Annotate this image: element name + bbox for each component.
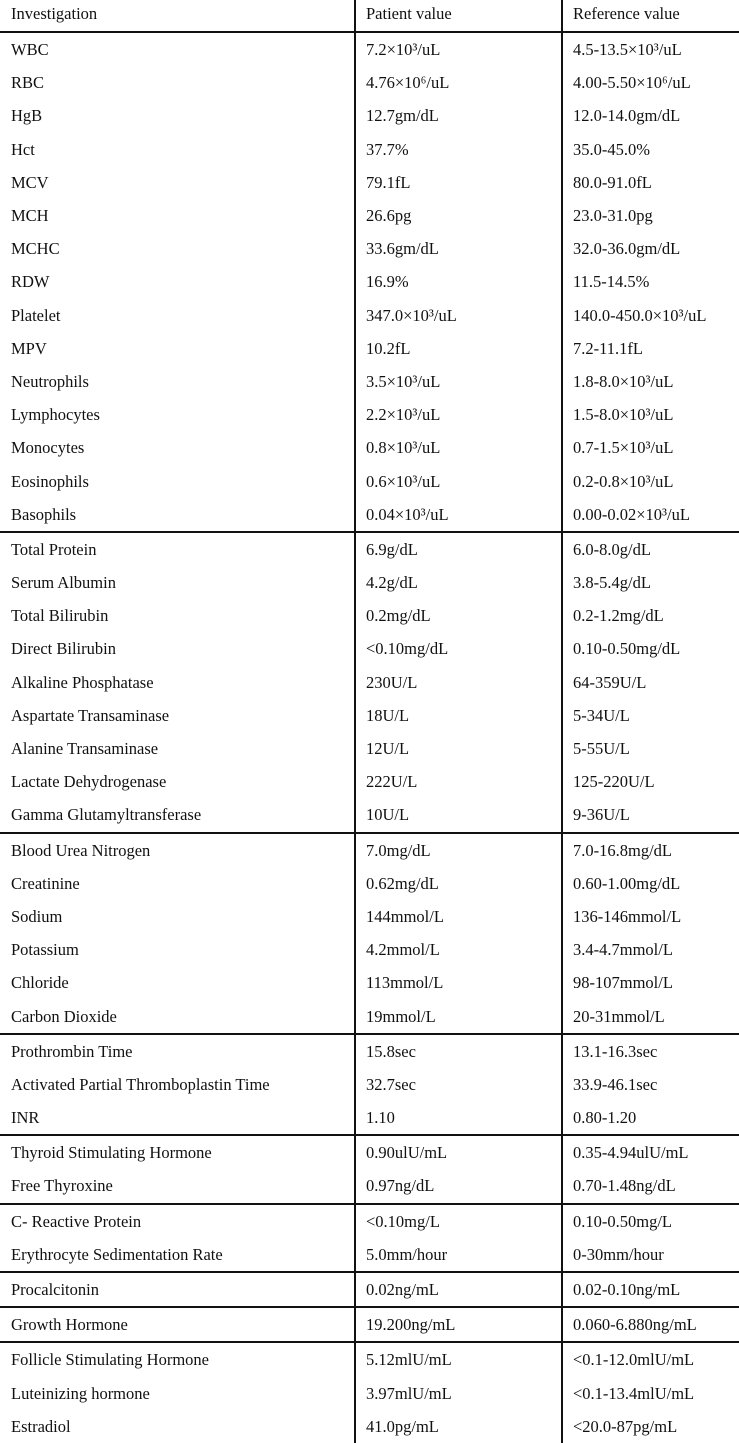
patient-value-cell: <0.10mg/L (355, 1204, 562, 1238)
reference-value-cell: 0.060-6.880ng/mL (562, 1307, 739, 1342)
reference-value-cell: 23.0-31.0pg (562, 199, 739, 232)
table-row (0, 365, 739, 398)
patient-value-cell: 144mmol/L (355, 900, 562, 933)
table-row (0, 99, 739, 132)
investigation-cell: Creatinine (11, 873, 80, 893)
patient-value-cell: 2.2×10³/uL (355, 398, 562, 431)
patient-value-cell: 5.0mm/hour (355, 1238, 562, 1272)
reference-value-cell: 32.0-36.0gm/dL (562, 232, 739, 265)
investigation-cell: Activated Partial Thromboplastin Time (11, 1074, 270, 1094)
investigation-cell: Carbon Dioxide (11, 1006, 117, 1026)
reference-value-cell: 1.8-8.0×10³/uL (562, 365, 739, 398)
reference-value-cell: 136-146mmol/L (562, 900, 739, 933)
reference-value-cell: 20-31mmol/L (562, 999, 739, 1033)
patient-value-cell: 0.62mg/dL (355, 867, 562, 900)
table-row (0, 1169, 739, 1203)
investigation-cell: Free Thyroxine (11, 1176, 113, 1196)
patient-value-cell: 3.5×10³/uL (355, 365, 562, 398)
table-body (0, 32, 739, 1443)
patient-value-cell: 26.6pg (355, 199, 562, 232)
investigation-cell: Platelet (11, 305, 61, 325)
table-row (0, 532, 739, 566)
patient-value-cell: 230U/L (355, 666, 562, 699)
table-row (0, 66, 739, 99)
table-row (0, 232, 739, 265)
table-row (0, 498, 739, 532)
reference-value-cell: 0.60-1.00mg/dL (562, 867, 739, 900)
investigation-cell: Neutrophils (11, 371, 89, 391)
header-patient-value: Patient value (355, 0, 562, 32)
patient-value-cell: 19.200ng/mL (355, 1307, 562, 1342)
table-row (0, 1307, 739, 1342)
table-row (0, 732, 739, 765)
reference-value-cell: 64-359U/L (562, 666, 739, 699)
patient-value-cell: 16.9% (355, 265, 562, 298)
reference-value-cell: 5-34U/L (562, 699, 739, 732)
patient-value-cell: 15.8sec (355, 1034, 562, 1068)
investigation-cell: Luteinizing hormone (11, 1383, 150, 1403)
reference-value-cell: 35.0-45.0% (562, 133, 739, 166)
reference-value-cell: 3.4-4.7mmol/L (562, 933, 739, 966)
reference-value-cell: 125-220U/L (562, 765, 739, 798)
reference-value-cell: 11.5-14.5% (562, 265, 739, 298)
investigation-cell: Blood Urea Nitrogen (0, 833, 355, 867)
patient-value-cell: 7.2×10³/uL (355, 32, 562, 66)
investigation-cell: Gamma Glutamyltransferase (11, 805, 202, 825)
table-row (0, 666, 739, 699)
patient-value-cell: 33.6gm/dL (355, 232, 562, 265)
reference-value-cell: <0.1-13.4mlU/mL (562, 1377, 739, 1410)
patient-value-cell: 0.90ulU/mL (355, 1135, 562, 1169)
patient-value-cell: <0.10mg/dL (355, 632, 562, 665)
reference-value-cell: 9-36U/L (562, 798, 739, 832)
patient-value-cell: 4.76×10⁶/uL (355, 66, 562, 99)
table-row (0, 566, 739, 599)
patient-value-cell: 0.2mg/dL (355, 599, 562, 632)
investigation-cell: MCH (11, 206, 49, 226)
patient-value-cell: 10.2fL (355, 332, 562, 365)
reference-value-cell: 1.5-8.0×10³/uL (562, 398, 739, 431)
reference-value-cell: 0.7-1.5×10³/uL (562, 431, 739, 464)
table-row (0, 1068, 739, 1101)
reference-value-cell: 0.80-1.20 (562, 1101, 739, 1135)
table-row (0, 1272, 739, 1307)
table-row (0, 199, 739, 232)
table-row (0, 999, 739, 1033)
patient-value-cell: 12.7gm/dL (355, 99, 562, 132)
table-row (0, 166, 739, 199)
patient-value-cell: 0.6×10³/uL (355, 464, 562, 497)
patient-value-cell: 0.8×10³/uL (355, 431, 562, 464)
table-row (0, 1135, 739, 1169)
investigation-cell: Alanine Transaminase (11, 739, 159, 759)
table-row (0, 1238, 739, 1272)
investigation-cell: Chloride (11, 973, 69, 993)
investigation-cell: Thyroid Stimulating Hormone (0, 1135, 355, 1169)
table-row (0, 867, 739, 900)
investigation-cell: Prothrombin Time (0, 1034, 355, 1068)
reference-value-cell: 13.1-16.3sec (562, 1034, 739, 1068)
table-row (0, 599, 739, 632)
table-row (0, 699, 739, 732)
reference-value-cell: 0.2-1.2mg/dL (562, 599, 739, 632)
header-reference-value: Reference value (562, 0, 739, 32)
investigation-cell: Hct (11, 139, 35, 159)
table-row (0, 900, 739, 933)
patient-value-cell: 222U/L (355, 765, 562, 798)
investigation-cell: Basophils (11, 504, 77, 524)
investigation-cell: Erythrocyte Sedimentation Rate (11, 1244, 223, 1264)
table-row (0, 265, 739, 298)
patient-value-cell: 5.12mlU/mL (355, 1342, 562, 1376)
reference-value-cell: 4.00-5.50×10⁶/uL (562, 66, 739, 99)
patient-value-cell: 0.04×10³/uL (355, 498, 562, 532)
patient-value-cell: 347.0×10³/uL (355, 299, 562, 332)
patient-value-cell: 41.0pg/mL (355, 1410, 562, 1443)
investigation-cell: MCHC (11, 239, 60, 259)
investigation-cell: C- Reactive Protein (0, 1204, 355, 1238)
reference-value-cell: 4.5-13.5×10³/uL (562, 32, 739, 66)
reference-value-cell: 12.0-14.0gm/dL (562, 99, 739, 132)
table-row (0, 632, 739, 665)
patient-value-cell: 10U/L (355, 798, 562, 832)
investigation-cell: HgB (11, 106, 43, 126)
table-row (0, 798, 739, 832)
reference-value-cell: 140.0-450.0×10³/uL (562, 299, 739, 332)
investigation-cell: Aspartate Transaminase (11, 705, 170, 725)
investigation-cell: MCV (11, 172, 49, 192)
table-row (0, 133, 739, 166)
table-row (0, 966, 739, 999)
reference-value-cell: 0.70-1.48ng/dL (562, 1169, 739, 1203)
patient-value-cell: 0.02ng/mL (355, 1272, 562, 1307)
investigation-cell: Monocytes (11, 438, 85, 458)
reference-value-cell: 33.9-46.1sec (562, 1068, 739, 1101)
investigation-cell: WBC (11, 40, 49, 60)
reference-value-cell: 0.00-0.02×10³/uL (562, 498, 739, 532)
investigation-cell: Estradiol (11, 1416, 71, 1436)
reference-value-cell: 80.0-91.0fL (562, 166, 739, 199)
patient-value-cell: 32.7sec (355, 1068, 562, 1101)
table-row (0, 332, 739, 365)
table-row (0, 299, 739, 332)
reference-value-cell: <20.0-87pg/mL (562, 1410, 739, 1443)
patient-value-cell: 3.97mlU/mL (355, 1377, 562, 1410)
patient-value-cell: 0.97ng/dL (355, 1169, 562, 1203)
patient-value-cell: 79.1fL (355, 166, 562, 199)
investigation-cell: Eosinophils (11, 471, 89, 491)
table-row (0, 431, 739, 464)
reference-value-cell: 0.2-0.8×10³/uL (562, 464, 739, 497)
patient-value-cell: 4.2g/dL (355, 566, 562, 599)
reference-value-cell: 98-107mmol/L (562, 966, 739, 999)
reference-value-cell: 5-55U/L (562, 732, 739, 765)
table-row (0, 765, 739, 798)
table-row (0, 833, 739, 867)
header-row (0, 0, 739, 32)
table-row (0, 32, 739, 66)
investigation-cell: INR (11, 1108, 40, 1128)
table-row (0, 1410, 739, 1443)
patient-value-cell: 19mmol/L (355, 999, 562, 1033)
investigation-cell: Serum Albumin (11, 573, 116, 593)
reference-value-cell: 0.35-4.94ulU/mL (562, 1135, 739, 1169)
patient-value-cell: 4.2mmol/L (355, 933, 562, 966)
patient-value-cell: 6.9g/dL (355, 532, 562, 566)
reference-value-cell: <0.1-12.0mlU/mL (562, 1342, 739, 1376)
reference-value-cell: 6.0-8.0g/dL (562, 532, 739, 566)
table-row (0, 398, 739, 431)
investigation-cell: Potassium (11, 940, 79, 960)
reference-value-cell: 0.10-0.50mg/dL (562, 632, 739, 665)
investigation-cell: Total Protein (0, 532, 355, 566)
reference-value-cell: 0.02-0.10ng/mL (562, 1272, 739, 1307)
patient-value-cell: 12U/L (355, 732, 562, 765)
investigation-cell: Lactate Dehydrogenase (11, 772, 167, 792)
investigation-cell: RDW (11, 272, 50, 292)
patient-value-cell: 113mmol/L (355, 966, 562, 999)
table-row (0, 1034, 739, 1068)
patient-value-cell: 1.10 (355, 1101, 562, 1135)
investigation-cell: MPV (11, 338, 47, 358)
table-row (0, 1204, 739, 1238)
investigation-cell: Sodium (11, 906, 63, 926)
reference-value-cell: 7.0-16.8mg/dL (562, 833, 739, 867)
investigation-cell: Total Bilirubin (11, 606, 109, 626)
investigation-cell: Growth Hormone (0, 1307, 355, 1342)
table-row (0, 464, 739, 497)
investigation-cell: Alkaline Phosphatase (11, 672, 154, 692)
reference-value-cell: 3.8-5.4g/dL (562, 566, 739, 599)
table-row (0, 1377, 739, 1410)
investigation-cell: Procalcitonin (0, 1272, 355, 1307)
table-row (0, 1101, 739, 1135)
reference-value-cell: 7.2-11.1fL (562, 332, 739, 365)
reference-value-cell: 0.10-0.50mg/L (562, 1204, 739, 1238)
patient-value-cell: 7.0mg/dL (355, 833, 562, 867)
investigation-cell: Follicle Stimulating Hormone (0, 1342, 355, 1376)
investigation-cell: RBC (11, 73, 45, 93)
table-row (0, 1342, 739, 1376)
header-investigation: Investigation (0, 0, 355, 32)
patient-value-cell: 37.7% (355, 133, 562, 166)
investigation-cell: Direct Bilirubin (11, 639, 116, 659)
investigation-cell: Lymphocytes (11, 405, 100, 425)
reference-value-cell: 0-30mm/hour (562, 1238, 739, 1272)
patient-value-cell: 18U/L (355, 699, 562, 732)
table-row (0, 933, 739, 966)
